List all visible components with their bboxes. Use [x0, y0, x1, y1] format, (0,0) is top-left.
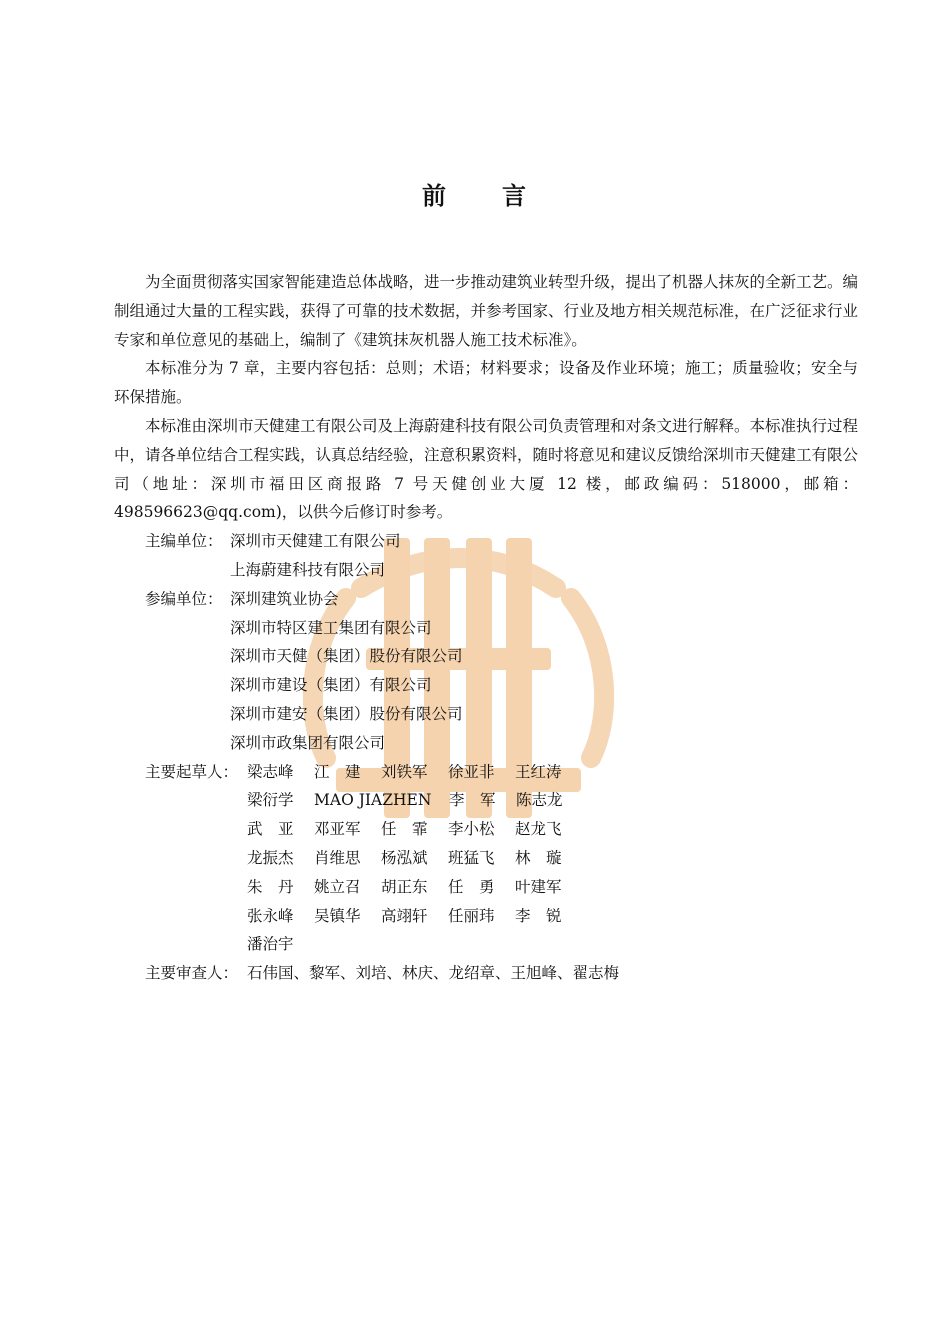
participating-unit-row — [114, 585, 858, 614]
drafter-name: 梁衍学 — [247, 791, 294, 810]
drafter-row — [114, 758, 858, 787]
chief-unit-row — [114, 556, 858, 585]
drafter-name: 陈志龙 — [516, 791, 563, 810]
drafter-name: 张永峰 — [247, 906, 294, 925]
drafter-row — [114, 815, 858, 844]
paragraph-management: 本标准由深圳市天健建工有限公司及上海蔚建科技有限公司负责管理和对条文进行解释。本标准执行过程中，请各单位结合工程实践，认真总结经验，注意积累资料，随时将意见和建议反馈给深圳市天健建工有限公司（地址：深圳市福田区商报路 7 号天健创业大厦 12 楼，邮政编码：518000，邮箱：498596623@qq.com)，以供今后修订时参考。 — [114, 416, 859, 522]
reviewers-names: 石伟国、黎军、刘培、林庆、龙绍章、王旭峰、翟志梅 — [247, 964, 620, 983]
drafter-row — [114, 902, 858, 931]
reviewers-label: 主要审查人： — [145, 964, 239, 983]
drafter-name: 杨泓斌 — [381, 848, 428, 867]
drafter-name: 李 军 — [449, 791, 496, 810]
drafter-name: 班猛飞 — [448, 848, 495, 867]
participating-unit-item: 深圳市建设（集团）有限公司 — [230, 676, 432, 695]
participating-unit-row — [114, 700, 858, 729]
drafter-row — [114, 786, 858, 815]
drafter-name: 江 建 — [314, 762, 361, 781]
participating-unit-row — [114, 614, 858, 643]
title-char-1: 前 — [422, 182, 448, 210]
drafter-name: 徐亚非 — [448, 762, 495, 781]
drafter-name: 李 锐 — [515, 906, 562, 925]
drafter-name: 任丽玮 — [448, 906, 495, 925]
participating-unit-item: 深圳建筑业协会 — [230, 589, 339, 608]
participating-unit-row — [114, 729, 858, 758]
drafter-name: 任 霏 — [381, 820, 428, 839]
drafter-name: 龙振杰 — [247, 848, 294, 867]
page-title — [0, 176, 950, 216]
participating-unit-item: 深圳市天健（集团）股份有限公司 — [230, 647, 463, 666]
drafter-name: 梁志峰 — [247, 762, 294, 781]
chief-unit-row — [114, 527, 858, 556]
participating-units-label: 参编单位： — [145, 589, 223, 608]
drafters-label: 主要起草人： — [145, 762, 239, 781]
document-body — [114, 268, 858, 988]
paragraph-intro: 为全面贯彻落实国家智能建造总体战略，进一步推动建筑业转型升级，提出了机器人抹灰的全新工艺。编制组通过大量的工程实践，获得了可靠的技术数据，并参考国家、行业及地方相关规范标准，在广泛征求行业专家和单位意见的基础上，编制了《建筑抹灰机器人施工技术标准》。 — [114, 273, 859, 349]
drafter-row — [114, 930, 858, 959]
participating-unit-item: 深圳市政集团有限公司 — [230, 733, 386, 752]
drafter-name: 武 亚 — [247, 820, 294, 839]
drafter-name: 邓亚军 — [314, 820, 361, 839]
drafter-name: 姚立召 — [314, 877, 361, 896]
reviewers-row — [114, 959, 858, 988]
chief-units-label: 主编单位： — [145, 532, 223, 551]
participating-unit-item: 深圳市特区建工集团有限公司 — [230, 618, 432, 637]
drafters-list — [114, 758, 858, 960]
participating-unit-row — [114, 642, 858, 671]
drafter-name: 任 勇 — [448, 877, 495, 896]
participating-unit-row — [114, 671, 858, 700]
drafter-name: 吴镇华 — [314, 906, 361, 925]
drafter-name: 胡正东 — [381, 877, 428, 896]
title-char-2: 言 — [502, 182, 528, 210]
drafter-name: 刘铁军 — [381, 762, 428, 781]
participating-unit-item: 深圳市建安（集团）股份有限公司 — [230, 704, 463, 723]
drafter-name: 林 璇 — [515, 848, 562, 867]
drafter-name: 肖维思 — [314, 848, 361, 867]
drafter-name: MAO JIAZHEN — [314, 791, 432, 810]
drafter-name: 朱 丹 — [247, 877, 294, 896]
drafter-name: 叶建军 — [515, 877, 562, 896]
drafter-row — [114, 873, 858, 902]
chief-unit-item: 上海蔚建科技有限公司 — [230, 560, 386, 579]
drafter-row — [114, 844, 858, 873]
drafter-name: 王红涛 — [515, 762, 562, 781]
drafter-name: 李小松 — [448, 820, 495, 839]
chief-unit-item: 深圳市天健建工有限公司 — [230, 532, 401, 551]
paragraph-chapters: 本标准分为 7 章，主要内容包括：总则；术语；材料要求；设备及作业环境；施工；质量验收；安全与环保措施。 — [114, 359, 858, 407]
drafter-name: 高翊轩 — [381, 906, 428, 925]
drafter-name: 潘治宇 — [247, 935, 294, 954]
drafter-name: 赵龙飞 — [515, 820, 562, 839]
